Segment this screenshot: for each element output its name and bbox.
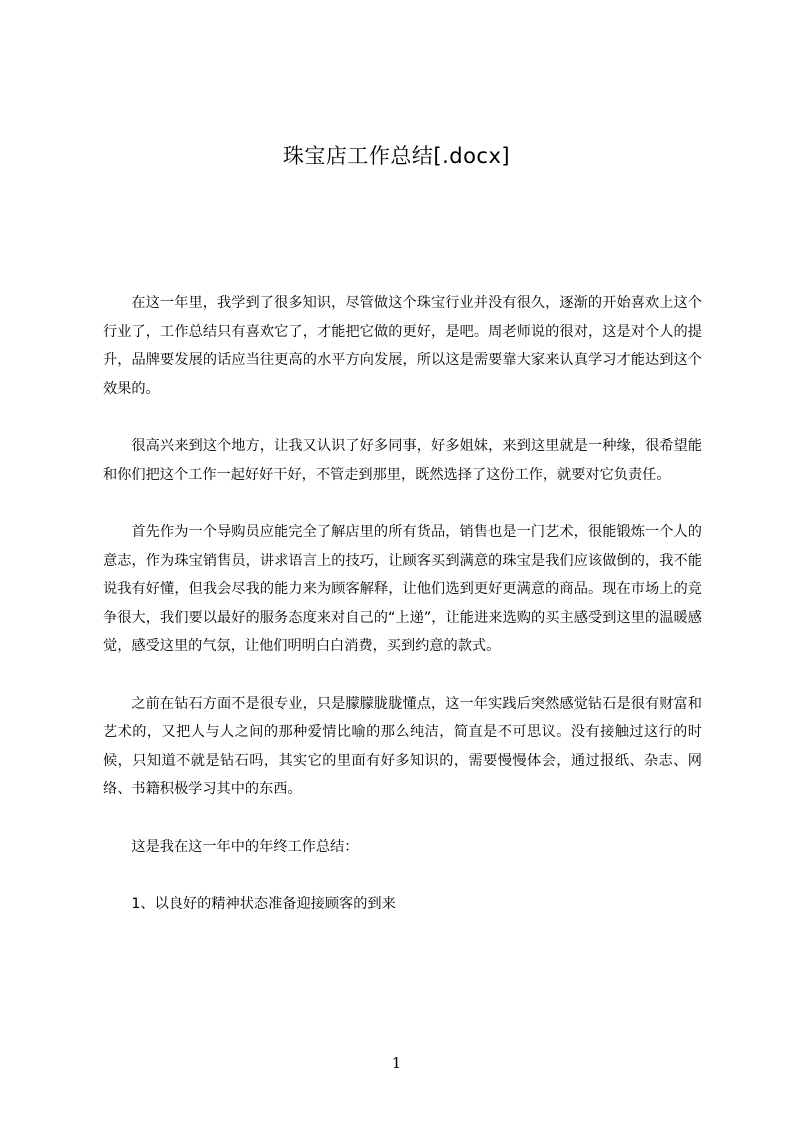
paragraph-1: 在这一年里，我学到了很多知识，尽管做这个珠宝行业并没有很久，逐渐的开始喜欢上这个行业了，工作总结只有喜欢它了，才能把它做的更好，是吧。周老师说的很对，这是对个人的提升，品牌要发展的话应当往更高的水平方向发展，所以这是需要靠大家来认真学习才能达到这个效果的。: [103, 295, 702, 397]
page-number: 1: [391, 1054, 402, 1072]
paragraph-6: 1、以良好的精神状态准备迎接顾客的到来: [131, 896, 396, 912]
paragraph-5: 这是我在这一年中的年终工作总结：: [131, 838, 359, 855]
document-body: [103, 289, 702, 948]
paragraph-4: 之前在钻石方面不是很专业，只是朦朦胧胧懂点，这一年实践后突然感觉钻石是很有财富和艺术的，又把人与人之间的那种爱情比喻的那么纯洁，简直是不可思议。没有接触过这行的时候，只知道不就是钻石吗，其实它的里面有好多知识的，需要慢慢体会，通过报纸、杂志、网络、书籍积极学习其中的东西。: [103, 695, 702, 797]
paragraph-2: 很高兴来到这个地方，让我又认识了好多同事，好多姐妹，来到这里就是一种缘，很希望能和你们把这个工作一起好好干好，不管走到那里，既然选择了这份工作，就要对它负责任。: [103, 438, 702, 483]
document-title: 珠宝店工作总结[.docx]: [282, 144, 511, 168]
paragraph-3: 首先作为一个导购员应能完全了解店里的所有货品，销售也是一门艺术，很能锻炼一个人的意志，作为珠宝销售员，讲求语言上的技巧，让顾客买到满意的珠宝是我们应该做倒的，我不能说我有好懂，但我会尽我的能力来为顾客解释，让他们选到更好更满意的商品。现在市场上的竞争很大，我们要以最好的服务态度来对自己的“上递”，让能进来选购的买主感受到这里的温暖感觉，感受这里的气氛，让他们明明白白消费，买到约意的款式。: [103, 524, 702, 654]
